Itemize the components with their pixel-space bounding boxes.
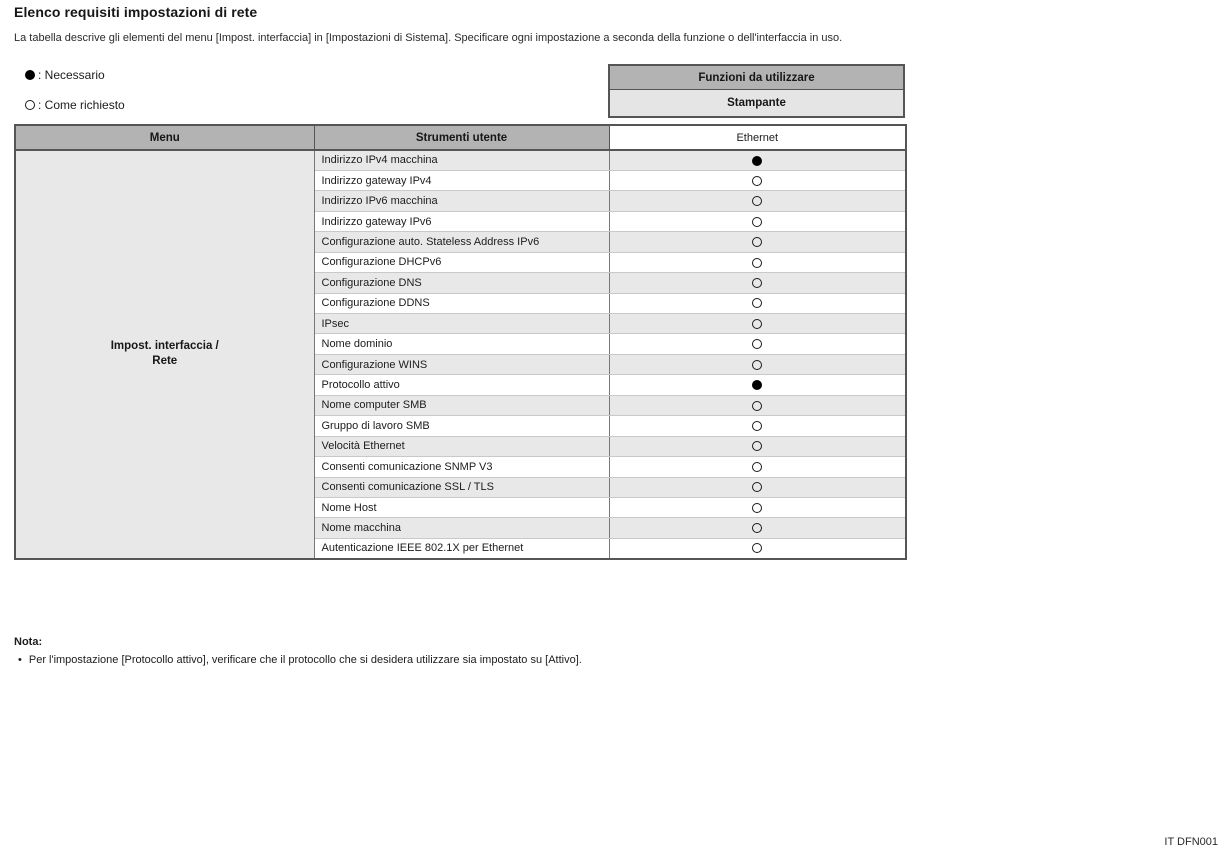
setting-label-cell: Consenti comunicazione SNMP V3 [314,457,609,477]
setting-label-cell: Velocità Ethernet [314,436,609,456]
menu-group-cell: Impost. interfaccia / Rete [15,150,314,559]
table-row [15,150,906,170]
setting-label-cell: Configurazione WINS [314,354,609,374]
functions-header-subtitle: Stampante [610,90,903,116]
ethernet-requirement-cell [609,395,906,415]
filled-circle-icon [752,380,762,390]
note-heading: Nota: [14,636,43,648]
setting-label-cell: Autenticazione IEEE 802.1X per Ethernet [314,538,609,558]
empty-circle-icon [752,503,762,513]
empty-circle-icon [752,482,762,492]
ethernet-requirement-cell [609,436,906,456]
ethernet-requirement-cell [609,293,906,313]
functions-header-block [608,64,905,118]
bullet-icon: • [18,654,22,666]
ethernet-requirement-cell [609,314,906,334]
ethernet-requirement-cell [609,354,906,374]
empty-circle-icon [752,523,762,533]
empty-circle-icon [752,462,762,472]
filled-circle-icon [25,70,35,80]
ethernet-requirement-cell [609,334,906,354]
setting-label-cell: Indirizzo IPv6 macchina [314,191,609,211]
setting-label-cell: Nome Host [314,497,609,517]
ethernet-column-header: Ethernet [609,125,906,150]
empty-circle-icon [752,401,762,411]
ethernet-requirement-cell [609,477,906,497]
setting-label-cell: Indirizzo gateway IPv4 [314,170,609,190]
note-text: Per l'impostazione [Protocollo attivo], verificare che il protocollo che si desidera utilizzare sia impostato su [Attivo]. [28,654,582,666]
setting-label-cell: Indirizzo IPv4 macchina [314,150,609,170]
note-section [14,636,582,666]
empty-circle-icon [752,441,762,451]
empty-circle-icon [752,196,762,206]
functions-header-title: Funzioni da utilizzare [610,66,903,90]
setting-label-cell: Configurazione DDNS [314,293,609,313]
page-title: Elenco requisiti impostazioni di rete [14,4,258,20]
setting-label-cell: Indirizzo gateway IPv6 [314,211,609,231]
empty-circle-icon [752,339,762,349]
filled-circle-icon [752,156,762,166]
ethernet-requirement-cell [609,538,906,558]
setting-label-cell: Nome macchina [314,518,609,538]
legend-item-necessario [25,68,105,82]
empty-circle-icon [752,237,762,247]
setting-label-cell: Configurazione DHCPv6 [314,252,609,272]
setting-label-cell: IPsec [314,314,609,334]
tools-column-header: Strumenti utente [314,125,609,150]
empty-circle-icon [752,278,762,288]
ethernet-requirement-cell [609,375,906,395]
ethernet-requirement-cell [609,518,906,538]
legend-label-necessario: : Necessario [38,68,105,82]
ethernet-requirement-cell [609,150,906,170]
network-settings-table [14,124,907,560]
empty-circle-icon [752,217,762,227]
intro-text: La tabella descrive gli elementi del menu [Impost. interfaccia] in [Impostazioni di Sistema]. Specificare ogni impostazione a seconda della funzione o dell'interfaccia in uso. [14,32,843,44]
setting-label-cell: Configurazione auto. Stateless Address IPv6 [314,232,609,252]
ethernet-requirement-cell [609,497,906,517]
table-header-row [15,125,906,150]
ethernet-requirement-cell [609,170,906,190]
ethernet-requirement-cell [609,211,906,231]
setting-label-cell: Gruppo di lavoro SMB [314,416,609,436]
empty-circle-icon [752,421,762,431]
empty-circle-icon [752,360,762,370]
note-bullet-line [14,654,582,666]
ethernet-requirement-cell [609,232,906,252]
setting-label-cell: Nome computer SMB [314,395,609,415]
empty-circle-icon [752,543,762,553]
empty-circle-icon [752,319,762,329]
legend-item-come-richiesto [25,98,125,112]
menu-column-header: Menu [15,125,314,150]
ethernet-requirement-cell [609,416,906,436]
empty-circle-icon [25,100,35,110]
ethernet-requirement-cell [609,457,906,477]
setting-label-cell: Protocollo attivo [314,375,609,395]
setting-label-cell: Consenti comunicazione SSL / TLS [314,477,609,497]
ethernet-requirement-cell [609,252,906,272]
empty-circle-icon [752,258,762,268]
empty-circle-icon [752,298,762,308]
document-code: IT DFN001 [1164,836,1218,848]
ethernet-requirement-cell [609,191,906,211]
setting-label-cell: Nome dominio [314,334,609,354]
empty-circle-icon [752,176,762,186]
legend-label-come-richiesto: : Come richiesto [38,98,125,112]
ethernet-requirement-cell [609,273,906,293]
setting-label-cell: Configurazione DNS [314,273,609,293]
